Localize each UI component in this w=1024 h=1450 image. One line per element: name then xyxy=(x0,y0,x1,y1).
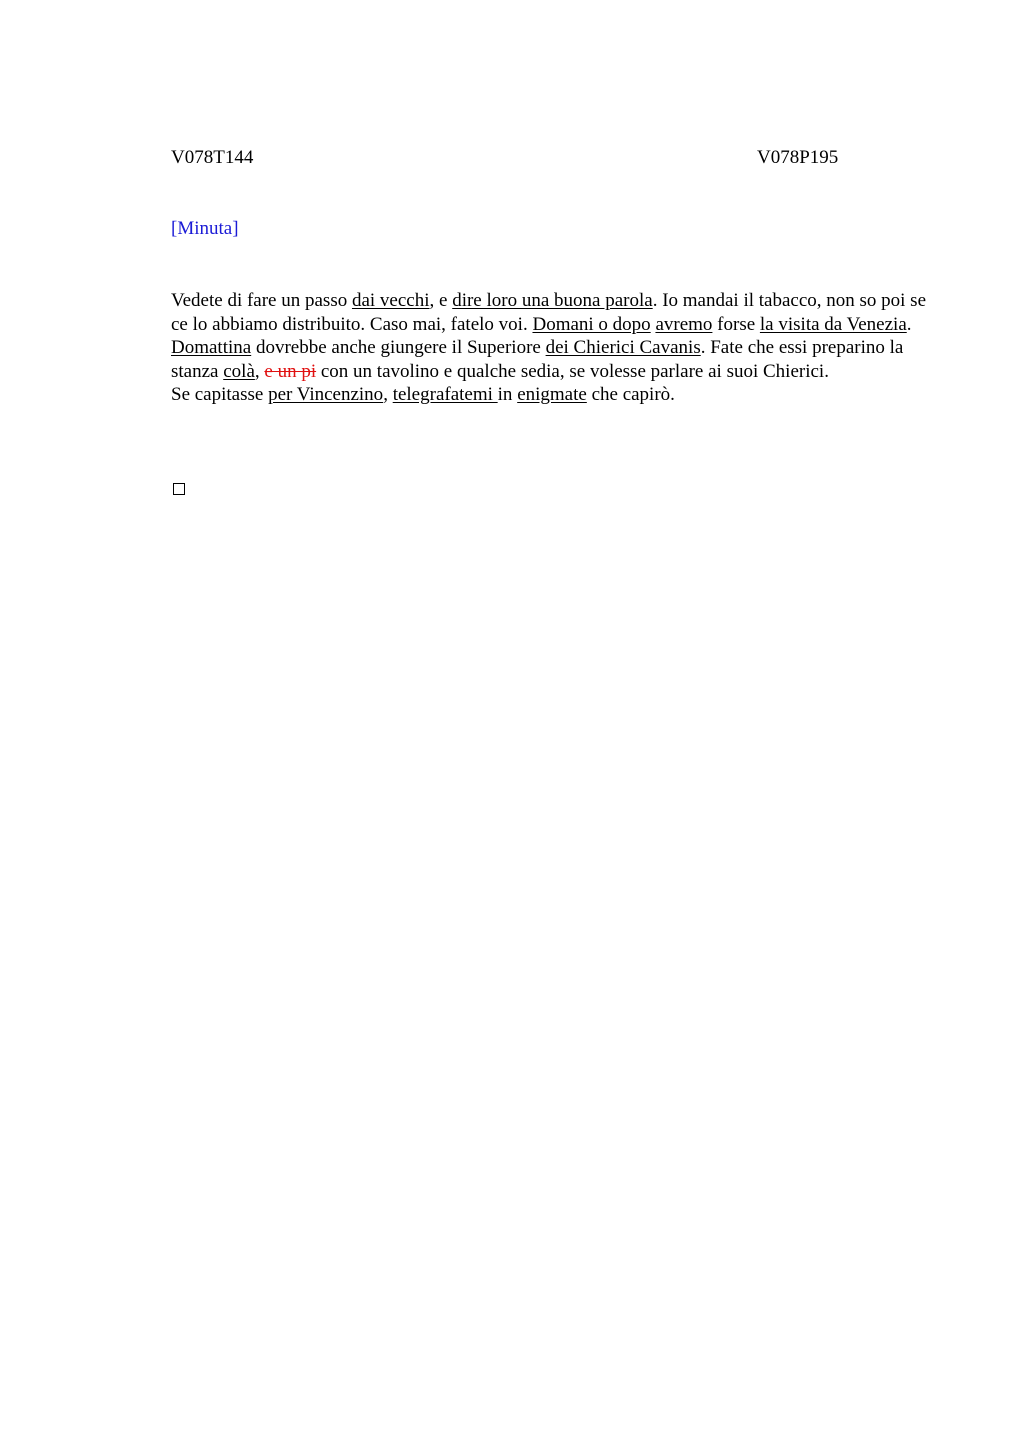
text-run: in xyxy=(497,384,518,405)
underlined-text: la visita da Venezia xyxy=(759,313,907,335)
underlined-text: avremo xyxy=(655,313,713,335)
text-run: dovrebbe anche giungere il Superiore xyxy=(251,337,546,358)
text-run: . Io mandai il tabacco, non so poi se ce lo abbiamo distribuito. Caso mai, fatelo voi. xyxy=(171,290,927,335)
letter-body xyxy=(171,289,931,407)
document-code-right: V078P195 xyxy=(757,147,839,168)
text-run: Se capitasse xyxy=(171,384,269,405)
text-run: . xyxy=(906,313,912,335)
deleted-text: e un pi xyxy=(264,360,317,382)
text-run: forse xyxy=(712,313,760,335)
empty-square-icon xyxy=(173,483,185,495)
underlined-text: dai vecchi xyxy=(351,290,430,311)
underlined-text: Domattina xyxy=(171,337,252,358)
underlined-text: telegrafatemi xyxy=(392,384,498,405)
underlined-text: Domani o dopo xyxy=(532,313,651,335)
paragraph-2 xyxy=(171,383,931,407)
underlined-text: enigmate xyxy=(517,384,587,405)
document-code-left: V078T144 xyxy=(171,147,254,168)
underlined-text: colà xyxy=(223,360,255,382)
text-run: Vedete di fare un passo xyxy=(171,290,352,311)
text-run: , xyxy=(254,360,265,382)
underlined-text: per Vincenzino xyxy=(268,384,384,405)
text-run: con un tavolino e qualche sedia, se volesse parlare ai suoi Chierici. xyxy=(316,360,829,382)
text-run: che capirò. xyxy=(586,384,675,405)
text-run: , xyxy=(383,384,393,405)
paragraph-1 xyxy=(171,289,931,383)
minuta-tag: [Minuta] xyxy=(171,218,239,239)
text-run: . Fate che essi preparino la stanza xyxy=(171,337,904,382)
underlined-text: dei Chierici Cavanis xyxy=(545,337,701,358)
text-run: , e xyxy=(429,290,453,311)
underlined-text: dire loro una buona parola xyxy=(452,290,653,311)
